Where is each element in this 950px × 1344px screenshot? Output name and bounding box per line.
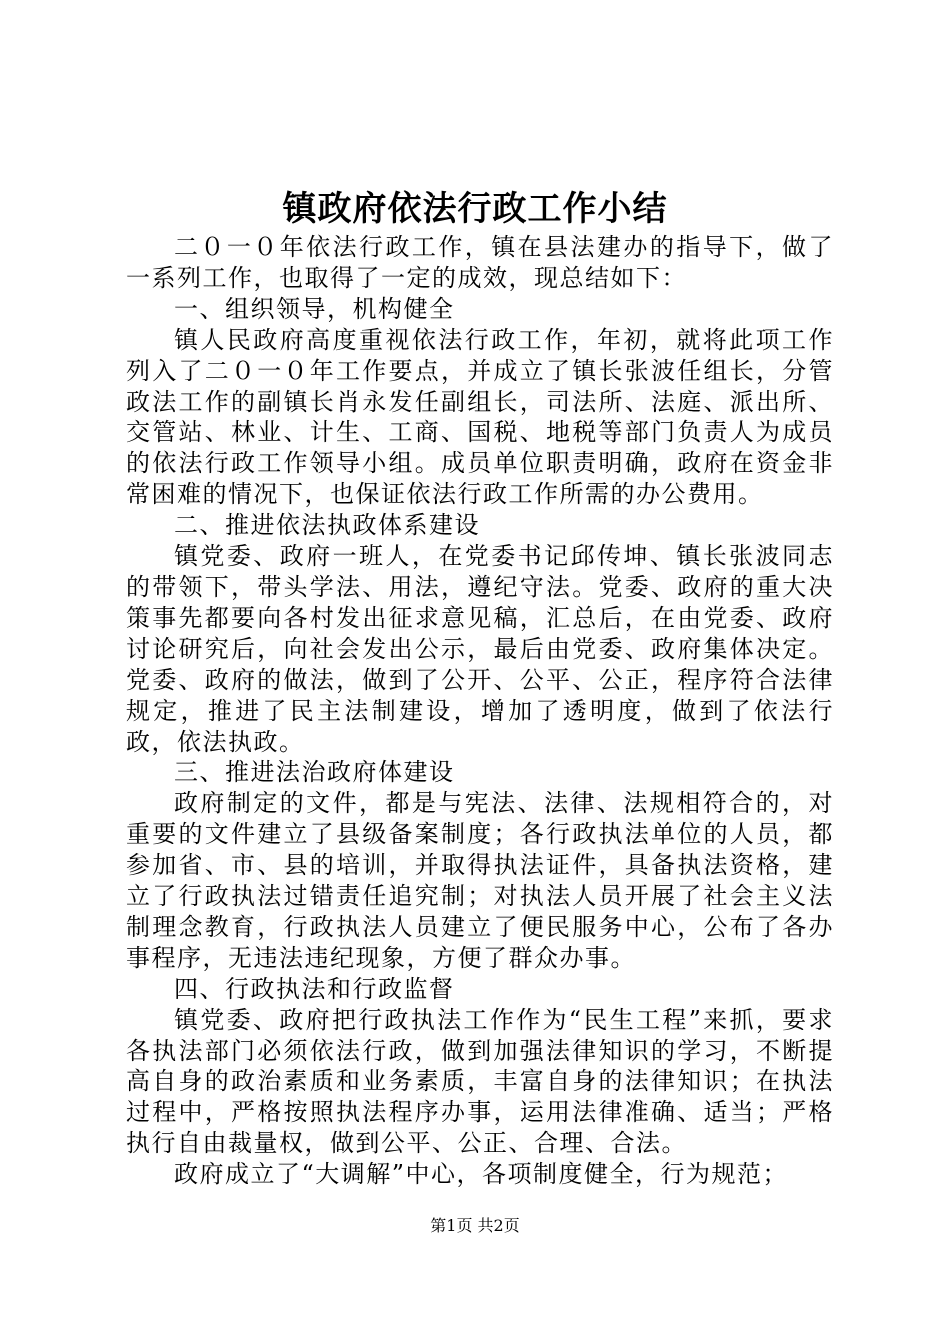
paragraph-section-1: 镇人民政府高度重视依法行政工作，年初，就将此项工作列入了二０一０年工作要点，并成立了镇长张波任组长，分管政法工作的副镇长肖永发任副组长，司法所、法庭、派出所、交管站、林业、计生、工商、国税、地税等部门负责人为成员的依法行政工作领导小组。成员单位职责明确，政府在资金非常困难的情况下，也保证依法行政工作所需的办公费用。 — [126, 325, 834, 509]
paragraph-section-2: 镇党委、政府一班人，在党委书记邱传坤、镇长张波同志的带领下，带头学法、用法，遵纪守法。党委、政府的重大决策事先都要向各村发出征求意见稿，汇总后，在由党委、政府讨论研究后，向社会发出公示，最后由党委、政府集体决定。党委、政府的做法，做到了公开、公平、公正，程序符合法律规定，推进了民主法制建设，增加了透明度，做到了依法行政，依法执政。 — [126, 542, 834, 756]
paragraph-section-4: 镇党委、政府把行政执法工作作为“民生工程”来抓，要求各执法部门必须依法行政，做到加强法律知识的学习，不断提高自身的政治素质和业务素质，丰富自身的法律知识；在执法过程中，严格按照执法程序办事，运用法律准确、适当；严格执行自由裁量权，做到公平、公正、合理、合法。 — [126, 1005, 834, 1158]
section-heading-3: 三、推进法治政府体建设 — [174, 758, 455, 787]
paragraph-section-4-continued: 政府成立了“大调解”中心，各项制度健全，行为规范； — [174, 1160, 789, 1189]
document-title: 镇政府依法行政工作小结 — [282, 189, 668, 229]
page-footer: 第1页 共2页 — [430, 1216, 520, 1235]
section-heading-4: 四、行政执法和行政监督 — [174, 974, 455, 1003]
paragraph-section-3: 政府制定的文件，都是与宪法、法律、法规相符合的，对重要的文件建立了县级备案制度；各行政执法单位的人员，都参加省、市、县的培训，并取得执法证件，具备执法资格，建立了行政执法过错责任追究制；对执法人员开展了社会主义法制理念教育，行政执法人员建立了便民服务中心，公布了各办事程序，无违法违纪现象，方便了群众办事。 — [126, 789, 834, 972]
document-body — [126, 232, 834, 1190]
paragraph-intro: 二０一０年依法行政工作，镇在县法建办的指导下，做了一系列工作，也取得了一定的成效，现总结如下： — [126, 233, 834, 292]
section-heading-1: 一、组织领导，机构健全 — [174, 294, 455, 323]
section-heading-2: 二、推进依法执政体系建设 — [174, 511, 480, 540]
